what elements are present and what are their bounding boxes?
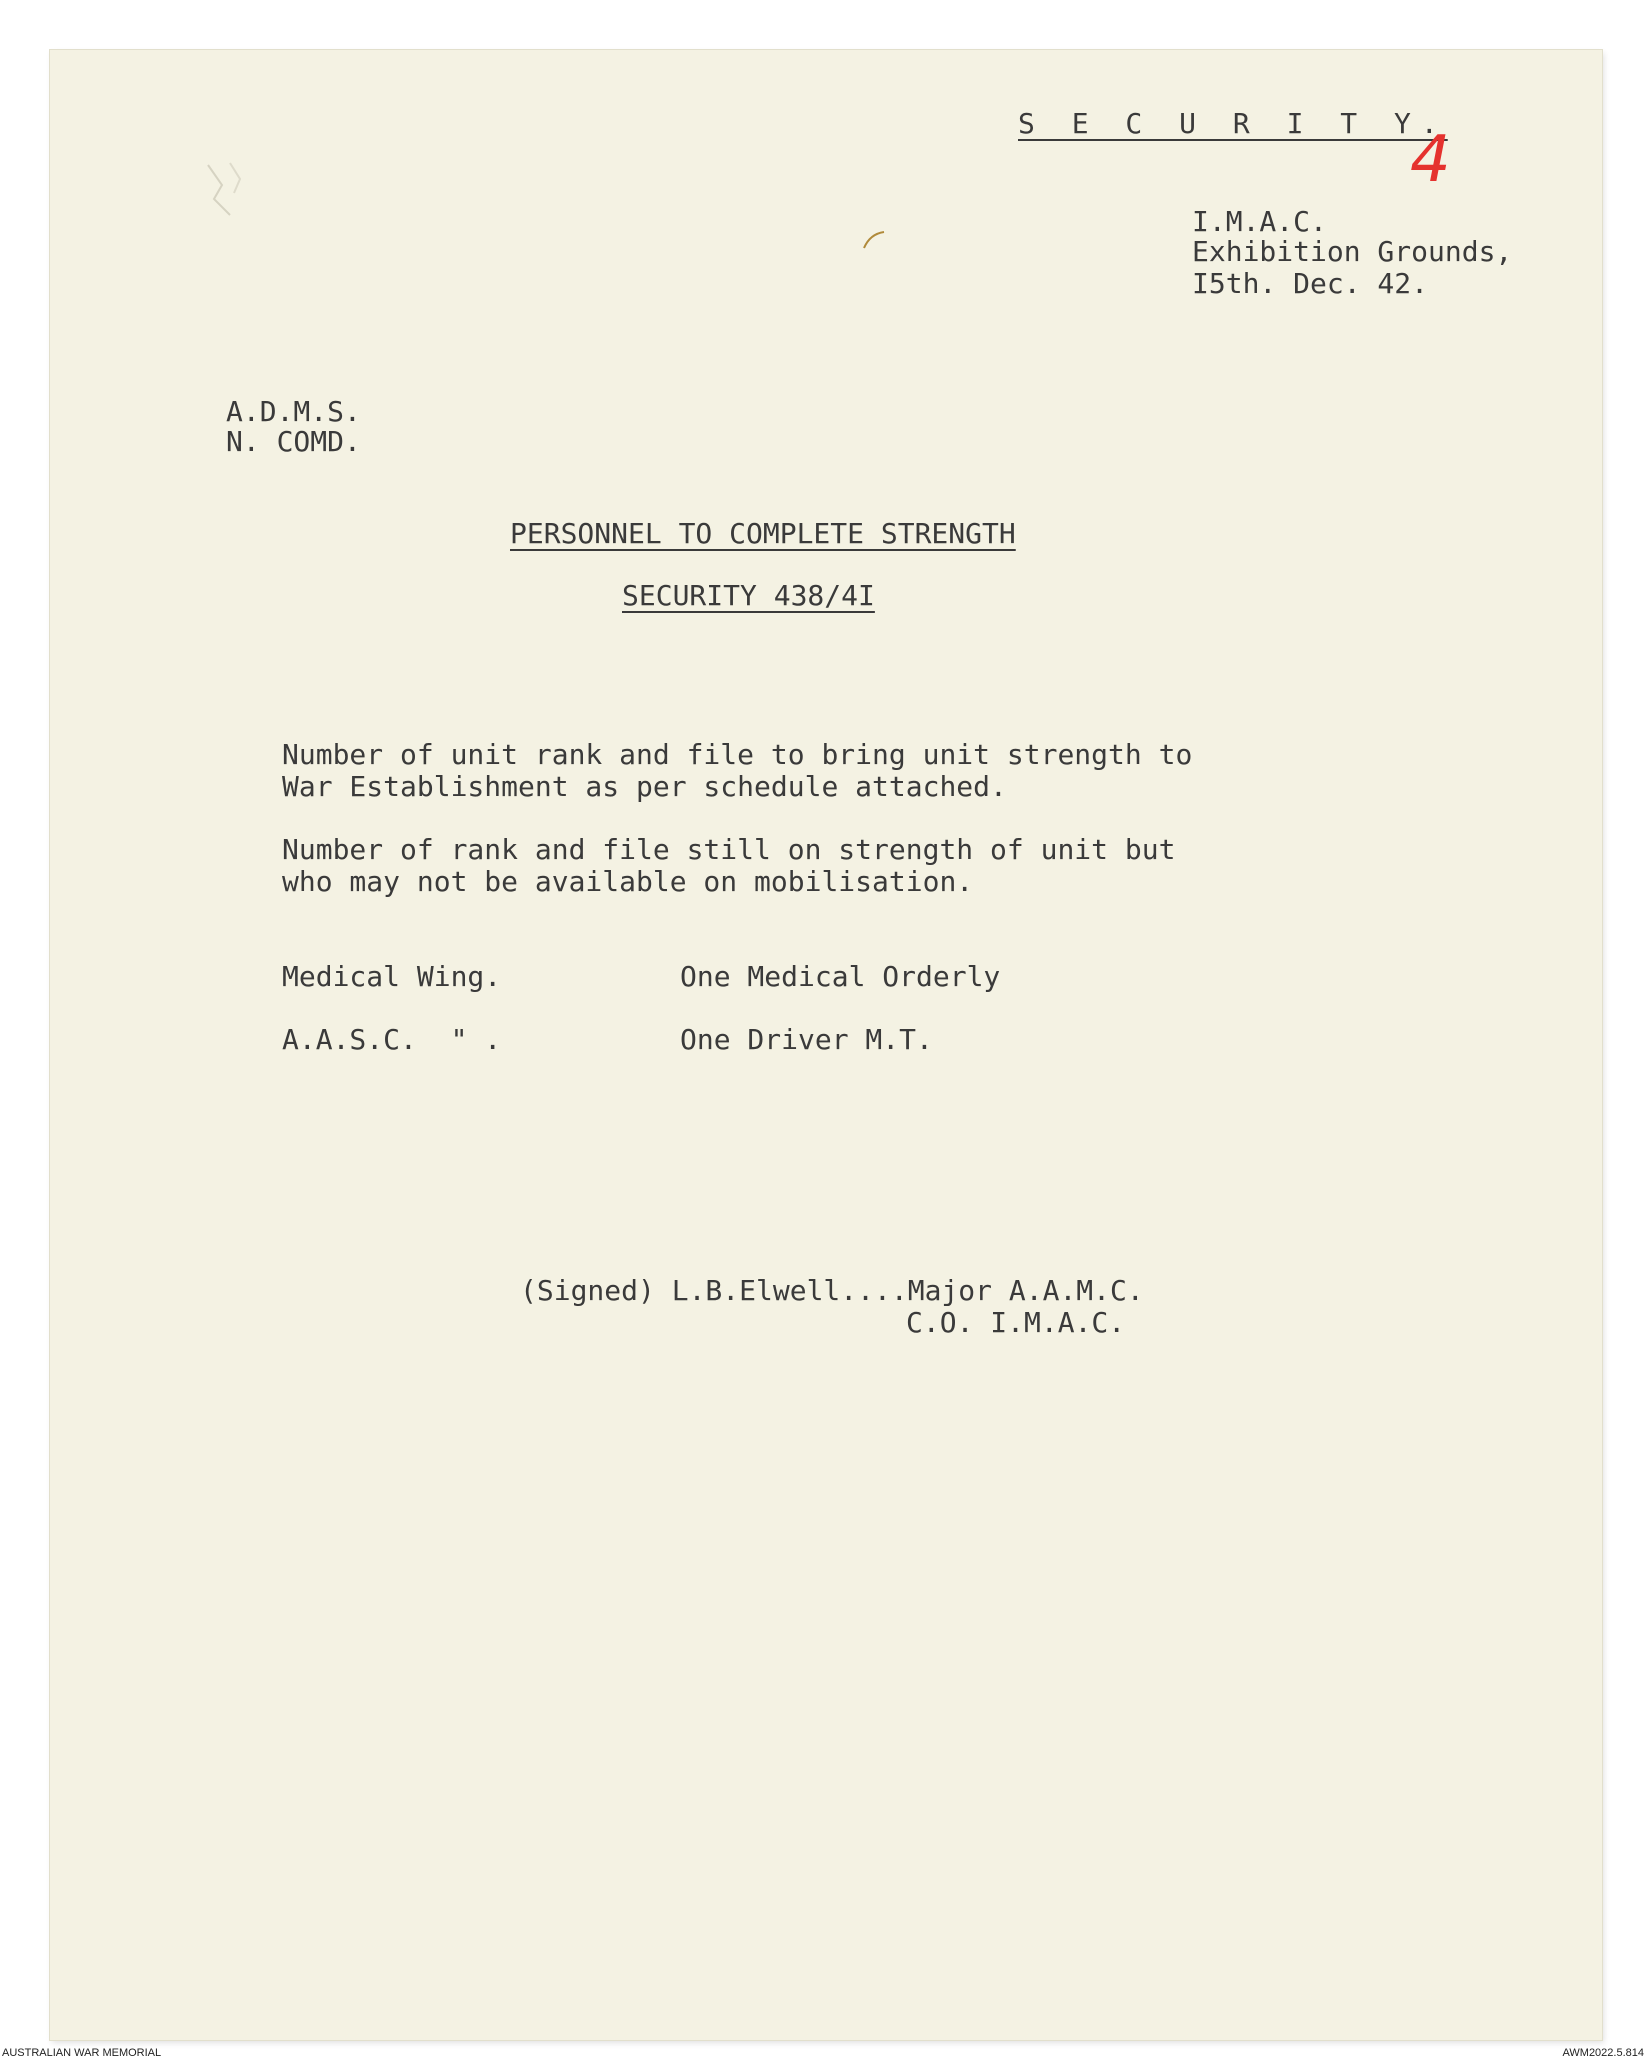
paragraph-1-line-2: War Establishment as per schedule attached. xyxy=(282,770,1007,803)
addressee-line-1: A.D.M.S. xyxy=(226,395,361,428)
subject-title: PERSONNEL TO COMPLETE STRENGTH xyxy=(510,517,1016,550)
security-header: S E C U R I T Y. xyxy=(1018,107,1448,140)
footer-archive-name: AUSTRALIAN WAR MEMORIAL xyxy=(2,2047,162,2059)
entry-personnel: One Driver M.T. xyxy=(680,1023,933,1056)
entry-unit: Medical Wing. xyxy=(282,960,502,993)
entry-personnel: One Medical Orderly xyxy=(680,960,1001,993)
paragraph-2-line-2: who may not be available on mobilisation. xyxy=(282,865,974,898)
sender-line-2: Exhibition Grounds, xyxy=(1192,235,1513,268)
signature-title: C.O. I.M.A.C. xyxy=(906,1306,1126,1339)
subject-reference: SECURITY 438/4I xyxy=(622,579,875,612)
entry-unit: A.A.S.C. " . xyxy=(282,1023,502,1056)
sender-date: I5th. Dec. 42. xyxy=(1192,267,1429,300)
addressee-line-2: N. COMD. xyxy=(226,425,361,458)
page-number: 4 xyxy=(1410,123,1451,197)
signature-line: (Signed) L.B.Elwell....Major A.A.M.C. xyxy=(520,1274,1144,1307)
paragraph-2-line-1: Number of rank and file still on strength of unit but xyxy=(282,833,1176,866)
ink-speck xyxy=(860,228,888,252)
paper-crease-mark xyxy=(200,155,260,225)
footer-accession-number: AWM2022.5.814 xyxy=(1562,2047,1644,2059)
paragraph-1-line-1: Number of unit rank and file to bring unit strength to xyxy=(282,738,1193,771)
sender-line-1: I.M.A.C. xyxy=(1192,205,1327,238)
